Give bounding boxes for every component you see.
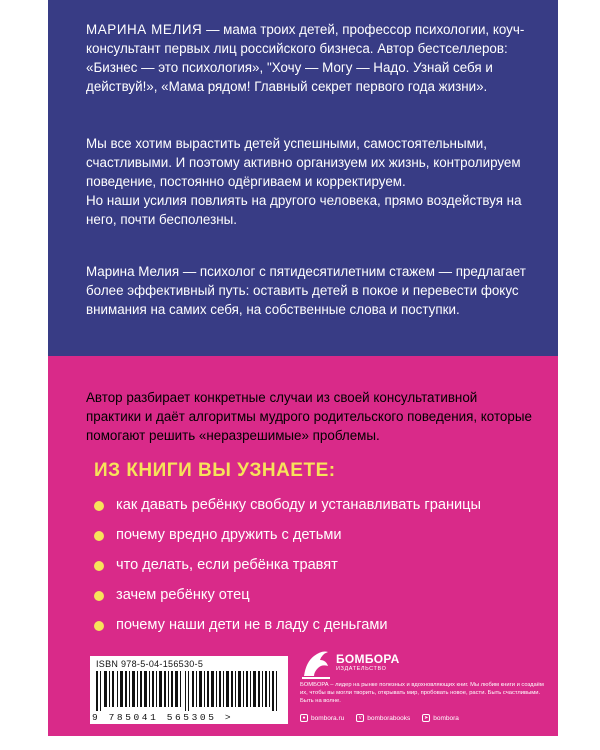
learn-item <box>94 494 524 517</box>
about-author-paragraph <box>86 20 526 96</box>
learn-item <box>94 524 524 547</box>
page-margin <box>0 736 600 750</box>
learn-item-text: что делать, если ребёнка травят <box>116 557 338 573</box>
approach-paragraph: Марина Мелия — психолог с пятидесятилетним стажем — предлагает более эффективный путь: оставить детей в покое и перевести фокус внимания на самих себя, на собственные слова и поступки. <box>86 264 526 317</box>
publisher-links <box>300 714 550 722</box>
bullet-dot-icon <box>94 531 104 541</box>
learn-item-text: зачем ребёнку отец <box>116 587 250 603</box>
telegram-icon: ➤ <box>424 715 429 721</box>
barcode-icon <box>96 671 282 711</box>
globe-icon: ● <box>300 714 308 722</box>
ean-digits: 9 785041 565305 > <box>92 712 234 723</box>
practice-paragraph: Автор разбирает конкретные случаи из своей консультативной практики и даёт алгоритмы мудрого родительского поведения, которые помогают решить «неразрешимые» проблемы. <box>86 390 532 443</box>
publisher-name: БОМБОРА <box>336 652 400 666</box>
intro-paragraph-text: Мы все хотим вырастить детей успешными, самостоятельными, счастливыми. И поэтому активно организуем их жизнь, контролируем поведение, постоянно одёргиваем и корректируем. <box>86 136 521 189</box>
author-panel <box>48 0 558 356</box>
learn-heading: ИЗ КНИГИ ВЫ УЗНАЕТЕ: <box>94 460 336 481</box>
isbn-text: ISBN 978-5-04-156530-5 <box>96 659 204 669</box>
learn-list <box>94 494 524 644</box>
author-name: МАРИНА МЕЛИЯ <box>86 22 203 37</box>
book-back-cover <box>48 0 558 736</box>
learn-item <box>94 554 524 577</box>
social-link[interactable]: ➤ bombora <box>424 714 459 722</box>
bombora-logo-icon <box>300 646 332 680</box>
about-author-text: — мама троих детей, профессор психологии, коуч-консультант первых лиц российского бизнеса. Автор бестселлеров: «Бизнес — это психология», "Хочу — Могу — Надо. Узнай себя и действуй!», «Мама рядом! Главный секрет первого года жизни». <box>86 22 525 94</box>
learn-item-text: почему наши дети не в ладу с деньгами <box>116 617 388 633</box>
barcode-block <box>90 656 288 724</box>
bullet-dot-icon <box>94 591 104 601</box>
publisher-subtitle: ИЗДАТЕЛЬСТВО <box>336 666 387 672</box>
intro-paragraph-text-2: Но наши усилия повлиять на другого человека, прямо воздействуя на него, почти бесполезны. <box>86 193 522 227</box>
learn-item-text: как давать ребёнку свободу и устанавливать границы <box>116 497 482 513</box>
learn-item-text: почему вредно дружить с детьми <box>116 527 342 543</box>
website-link[interactable]: ● bombora.ru <box>300 714 344 722</box>
bullet-dot-icon <box>94 561 104 571</box>
vk-icon: v <box>356 714 364 722</box>
vk-link[interactable]: v bomborabooks <box>356 714 410 722</box>
learn-item <box>94 584 524 607</box>
intro-paragraph <box>86 134 526 229</box>
bullet-dot-icon <box>94 501 104 511</box>
bullet-dot-icon <box>94 621 104 631</box>
publisher-description: БОМБОРА – лидер на рынке полезных и вдохновляющих книг. Мы любим книги и создаём их, чтобы вы могли творить, открывать мир, пробовать новое, расти. Быть счастливыми. Быть на волне. <box>300 682 544 704</box>
learn-item <box>94 614 524 637</box>
